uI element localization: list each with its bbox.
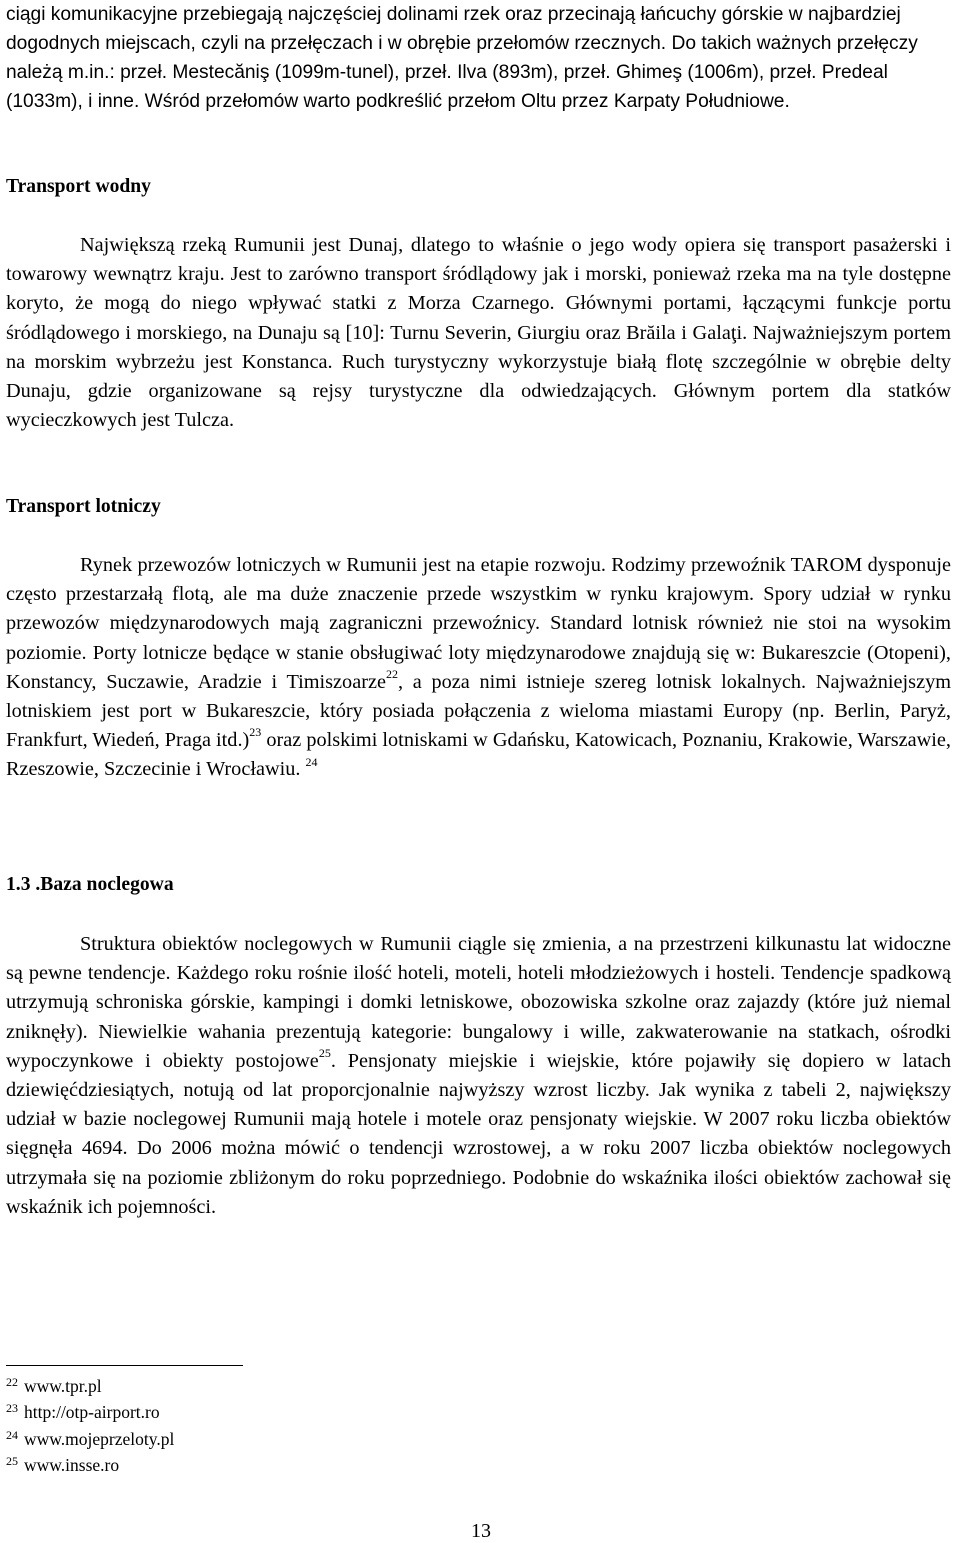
footnote-item — [6, 1374, 174, 1400]
heading-air-transport: Transport lotniczy — [6, 496, 161, 517]
accommodation-text-1: Struktura obiektów noclegowych w Rumunii ciągle się zmienia, a na przestrzeni kilkunastu lat widoczne są pewne tendencje. Każdego roku rośnie ilość hoteli, moteli, hoteli młodzieżowych i hosteli. Tendencje spadkową utrzymują schroniska górskie, kampingi i domki letniskowe, obozowiska szkolne oraz zajazdy (które już niemal zniknęły). Niewielkie wahania prezentują kategorie: bungalowy i wille, zakwaterowanie na statkach, ośrodki wypoczynkowe i obiekty postojowe — [6, 933, 951, 1072]
air-transport-text-1: Rynek przewozów lotniczych w Rumunii jest na etapie rozwoju. Rodzimy przewoźnik TAROM dysponuje często przestarzałą flotą, ale ma duże znaczenie przede wszystkim w rynku krajowym. Spory udział w rynku przewozów międzynarodowych mają zagraniczni przewoźnicy. Standard lotnisk również nie stoi na wysokim poziomie. Porty lotnicze będące w stanie obsługiwać loty międzynarodowe znajdują się w: Bukareszcie (Otopeni), Konstancy, Suczawie, Aradzie i Timiszoarze — [6, 554, 951, 693]
footnote-number: 22 — [6, 1375, 18, 1389]
footnote-number: 24 — [6, 1427, 18, 1442]
footnote-ref-25: 25 — [318, 1046, 331, 1061]
footnote-ref-23: 23 — [249, 725, 262, 740]
footnotes — [6, 1374, 174, 1479]
footnote-number: 23 — [6, 1401, 18, 1416]
heading-water-transport: Transport wodny — [6, 176, 151, 197]
footnote-item — [6, 1427, 174, 1453]
footnote-link[interactable]: www.insse.ro — [24, 1454, 120, 1475]
page-number: 13 — [471, 1520, 491, 1542]
footnote-ref-24: 24 — [305, 754, 318, 769]
footnote-ref-22: 22 — [385, 667, 398, 682]
air-transport-paragraph — [6, 551, 951, 785]
footnote-item — [6, 1453, 174, 1479]
accommodation-text-2: . Pensjonaty miejskie i wiejskie, które pojawiły się dopiero w latach dziewięćdziesiątych, notują od lat proporcjonalnie najwyższy wzrost liczby. Jak wynika z tabeli 2, największy udział w bazie noclegowej Rumunii mają hotele i motele oraz pensjonaty wiejskie. W 2007 roku liczba obiektów sięgnęła 4694. Do 2006 można mówić o tendencji wzrostowej, a w roku 2007 liczba obiektów noclegowych utrzymała się na poziomie zbliżonym do roku poprzedniego. Podobnie do wskaźnika ilości obiektów zachował się wskaźnik ich pojemności. — [6, 1049, 952, 1218]
footnote-number: 25 — [6, 1453, 18, 1468]
water-transport-text: Największą rzeką Rumunii jest Dunaj, dlatego to właśnie o jego wody opiera się transport pasażerski i towarowy wewnątrz kraju. Jest to zarówno transport śródlądowy jak i morski, ponieważ rzeka ma na tyle dostępne koryto, że mogą do niego wpływać statki z Morza Czarnego. Głównymi portami, łączącymi funkcje portu śródlądowego i morskiego, na Dunaju są [10]: Turnu Severin, Giurgiu oraz Brăila i Galaţi. Najważniejszym portem na morskim wybrzeżu jest Konstanca. Ruch turystyczny wykorzystuje białą flotę szczególnie w obrębie delty Dunaju, gdzie organizowane są rejsy turystyczne dla odwiedzających. Głównym portem dla statków wycieczkowych jest Tulcza. — [6, 234, 951, 432]
footnote-link[interactable]: http://otp-airport.ro — [24, 1402, 160, 1423]
air-transport-text-3: oraz polskimi lotniskami w Gdańsku, Katowicach, Poznaniu, Krakowie, Warszawie, Rzeszowie, Szczecinie i Wrocławiu. — [6, 729, 951, 781]
intro-paragraph: ciągi komunikacyjne przebiegają najczęściej dolinami rzek oraz przecinają łańcuchy górskie w najbardziej dogodnych miejscach, czyli na przełęczach i w obrębie przełomów rzecznych. Do takich ważnych przełęczy należą m.in.: przeł. Mestecăniş (1099m-tunel), przeł. Ilva (893m), przeł. Ghimeş (1006m), przeł. Predeal (1033m), i inne. Wśród przełomów warto podkreślić przełom Oltu przez Karpaty Południowe. — [6, 4, 918, 112]
water-transport-paragraph — [6, 231, 951, 435]
heading-accommodation: 1.3 .Baza noclegowa — [6, 874, 174, 895]
air-transport-text-2: , a poza nimi istnieje szereg lotnisk lokalnych. Najważniejszym lotniskiem jest port w Bukareszcie, który posiada połączenia z wieloma miastami Europy (np. Berlin, Paryż, Frankfurt, Wiedeń, Praga itd.) — [6, 670, 951, 752]
footnote-separator — [6, 1365, 243, 1366]
accommodation-paragraph — [6, 930, 951, 1222]
footnote-link[interactable]: www.mojeprzeloty.pl — [24, 1428, 175, 1449]
footnote-item — [6, 1400, 174, 1426]
footnote-link[interactable]: www.tpr.pl — [24, 1376, 102, 1396]
